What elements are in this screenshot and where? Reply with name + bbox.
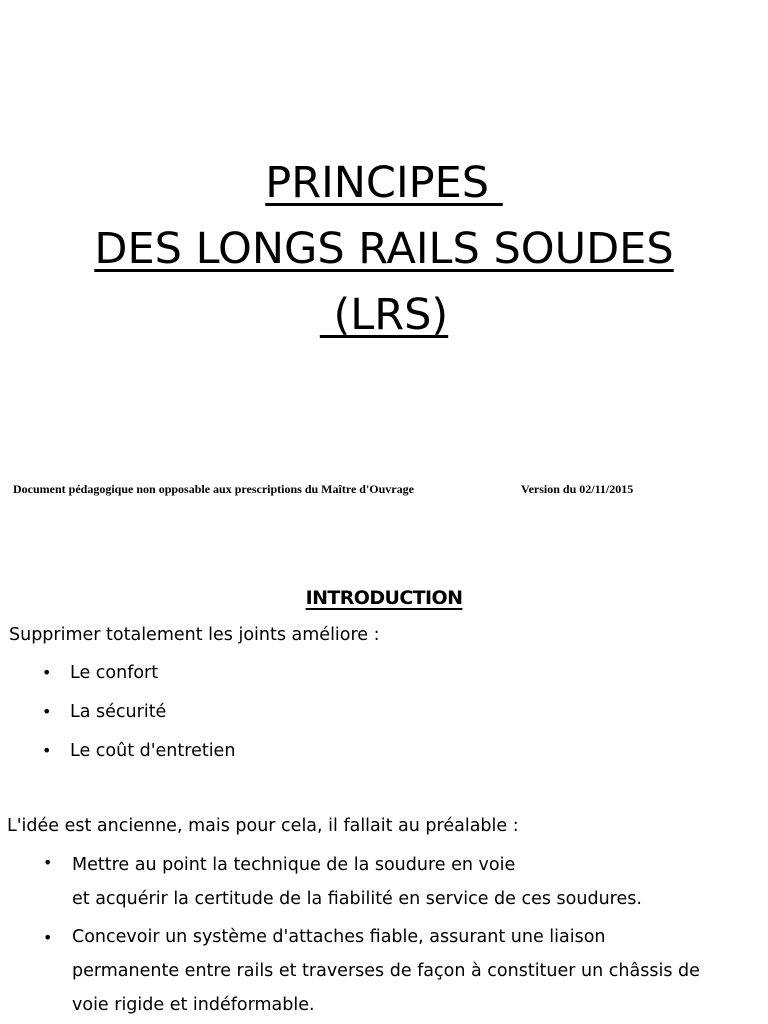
document-meta [13,480,753,498]
section-heading-text: INTRODUCTION [305,587,463,609]
title-line-2-text: DES LONGS RAILS SOUDES [94,224,674,274]
title-line-1-text: PRINCIPES [265,158,503,208]
prerequisite-line: et acquérir la certitude de la fiabilité en service de ces soudures. [72,889,642,909]
title-line-3 [0,282,768,348]
prerequisites-lead: L'idée est ancienne, mais pour cela, il fallait au préalable : [7,816,519,836]
intro-lead: Supprimer totalement les joints améliore : [9,625,380,645]
prerequisite-text [72,848,642,916]
bullet-icon: • [42,663,52,682]
benefit-text: La sécurité [70,702,167,722]
benefit-text: Le confort [70,663,159,683]
version-text: Version du 02/11/2015 [521,482,634,496]
disclaimer-text: Document pédagogique non opposable aux prescriptions du Maître d'Ouvrage [13,482,414,496]
benefit-text: Le coût d'entretien [70,741,236,761]
prerequisite-text [72,920,700,1022]
prerequisite-line: Mettre au point la technique de la soudure en voie [72,855,516,875]
bullet-icon: • [43,853,53,872]
prerequisite-line: voie rigide et indéformable. [72,995,315,1015]
section-heading-introduction [0,584,768,612]
title-line-3-text: (LRS) [319,290,449,340]
document-title [0,150,768,348]
bullet-icon: • [42,741,52,760]
prerequisite-line: permanente entre rails et traverses de façon à constituer un châssis de [72,961,700,981]
title-line-2 [0,216,768,282]
bullet-icon: • [42,702,52,721]
title-line-1 [0,150,768,216]
bullet-icon: • [43,928,53,947]
prerequisite-line: Concevoir un système d'attaches fiable, assurant une liaison [72,927,606,947]
